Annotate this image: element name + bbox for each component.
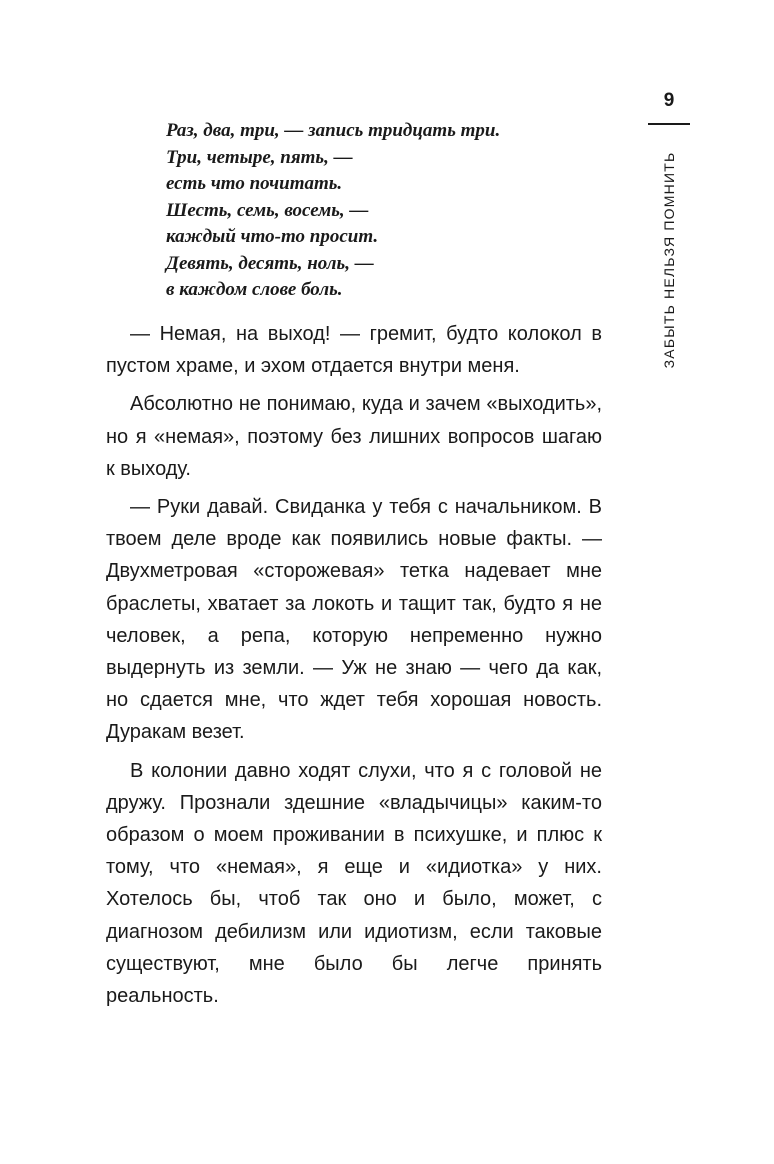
body-text [106,318,602,1012]
paragraph: — Немая, на выход! — гремит, будто колокол в пустом храме, и эхом отдается внутри меня. [106,323,602,378]
verse-line: есть что почитать. [166,173,343,194]
running-title [661,140,677,380]
page-number: 9 [663,90,675,111]
running-title-text: ЗАБЫТЬ НЕЛЬЗЯ ПОМНИТЬ [661,151,677,369]
paragraph: В колонии давно ходят слухи, что я с головой не дружу. Прознали здешние «владычицы» каким-то образом о моем проживании в психушке, и плюс к тому, что «немая», я еще и «идиотка» у них. Хотелось бы, чтоб так оно и было, может, с диагнозом дебилизм или идиотизм, если таковые существуют, мне было бы легче принять реальность. [106,759,602,1008]
verse-line: Раз, два, три, — запись тридцать три. [166,120,501,141]
header-rule [648,123,690,125]
verse-epigraph [166,118,606,304]
verse-line: в каждом слове боль. [166,279,343,300]
verse-line: Шесть, семь, восемь, — [166,199,369,221]
verse-line: каждый что-то просит. [166,226,379,247]
verse-line: Три, четыре, пять, — [166,146,353,168]
verse-line: Девять, десять, ноль, — [166,252,374,274]
paragraph: — Руки давай. Свиданка у тебя с начальником. В твоем деле вроде как появились новые факты. — Двухметровая «сторожевая» тетка надевает мне браслеты, хватает за локоть и тащит так, будто я не человек, а репа, которую непременно нужно выдернуть из земли. — Уж не знаю — чего да как, но сдается мне, что ждет тебя хорошая новость. Дуракам везет. [106,496,602,744]
paragraph: Абсолютно не понимаю, куда и зачем «выходить», но я «немая», поэтому без лишних вопросов шагаю к выходу. [106,393,602,480]
